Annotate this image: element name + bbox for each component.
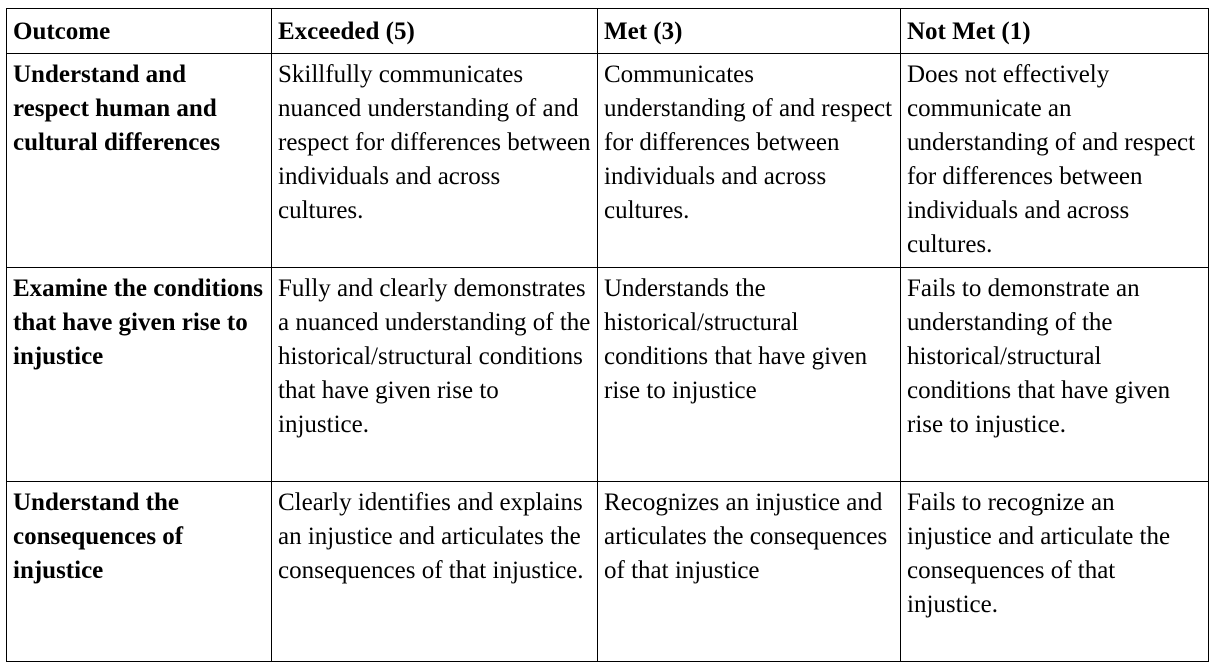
table-row — [7, 54, 1209, 268]
exceeded-cell: Fully and clearly demonstrates a nuanced understanding of the historical/structural conditions that have given rise to injustice. — [272, 268, 598, 482]
exceeded-cell: Clearly identifies and explains an injustice and articulates the consequences of that injustice. — [272, 482, 598, 662]
not-met-cell: Fails to demonstrate an understanding of the historical/structural conditions that have given rise to injustice. — [901, 268, 1209, 482]
header-outcome: Outcome — [7, 9, 272, 54]
table-row — [7, 482, 1209, 662]
rubric-table — [6, 8, 1209, 662]
header-not-met: Not Met (1) — [901, 9, 1209, 54]
outcome-cell: Understand the consequences of injustice — [7, 482, 272, 662]
not-met-cell: Fails to recognize an injustice and articulate the consequences of that injustice. — [901, 482, 1209, 662]
outcome-cell: Understand and respect human and cultural differences — [7, 54, 272, 268]
met-cell: Understands the historical/structural conditions that have given rise to injustice — [598, 268, 901, 482]
header-met: Met (3) — [598, 9, 901, 54]
outcome-cell: Examine the conditions that have given rise to injustice — [7, 268, 272, 482]
header-row — [7, 9, 1209, 54]
met-cell: Recognizes an injustice and articulates the consequences of that injustice — [598, 482, 901, 662]
exceeded-cell: Skillfully communicates nuanced understanding of and respect for differences between individuals and across cultures. — [272, 54, 598, 268]
met-cell: Communicates understanding of and respect for differences between individuals and across cultures. — [598, 54, 901, 268]
header-exceeded: Exceeded (5) — [272, 9, 598, 54]
table-row — [7, 268, 1209, 482]
not-met-cell: Does not effectively communicate an understanding of and respect for differences between individuals and across cultures. — [901, 54, 1209, 268]
